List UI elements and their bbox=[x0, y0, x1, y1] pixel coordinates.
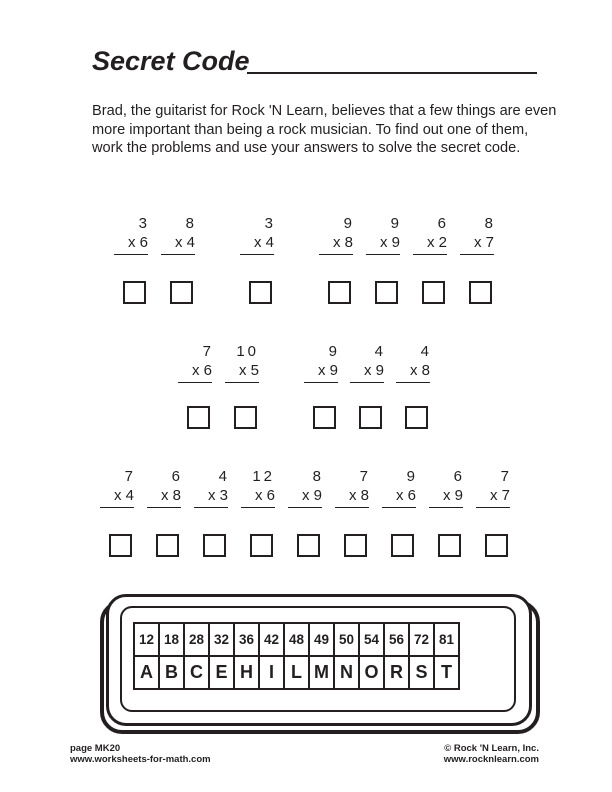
decoder-number: 42 bbox=[259, 623, 284, 656]
problem-top: 12 bbox=[252, 468, 275, 485]
problem-multiplier: x 4 bbox=[174, 234, 195, 251]
problem-rule bbox=[319, 254, 353, 255]
problem-multiplier: x 6 bbox=[127, 234, 148, 251]
answer-box[interactable] bbox=[249, 281, 272, 304]
problem bbox=[319, 214, 353, 255]
problem-multiplier: x 7 bbox=[473, 234, 494, 251]
decoder-number: 81 bbox=[434, 623, 459, 656]
decoder-letter: B bbox=[159, 656, 184, 689]
problem-multiplier: x 9 bbox=[301, 487, 322, 504]
decoder-letter: T bbox=[434, 656, 459, 689]
problem-rule bbox=[366, 254, 400, 255]
page-number: page MK20 bbox=[70, 743, 121, 754]
problem-rule bbox=[161, 254, 195, 255]
decoder-letter: L bbox=[284, 656, 309, 689]
problem bbox=[350, 342, 384, 383]
problem-rule bbox=[476, 507, 510, 508]
decoder-letter: R bbox=[384, 656, 409, 689]
problem-top: 8 bbox=[484, 215, 494, 232]
problem-rule bbox=[194, 507, 228, 508]
answer-box[interactable] bbox=[344, 534, 367, 557]
answer-box[interactable] bbox=[109, 534, 132, 557]
problem bbox=[382, 467, 416, 508]
answer-box[interactable] bbox=[203, 534, 226, 557]
intro-text: Brad, the guitarist for Rock 'N Learn, believes that a few things are even more important than being a rock musician. To find out one of them, work the problems and use your answers to solve the secret code. bbox=[92, 103, 557, 156]
answer-box[interactable] bbox=[328, 281, 351, 304]
problem-multiplier: x 6 bbox=[395, 487, 416, 504]
problem-rule bbox=[147, 507, 181, 508]
problem-multiplier: x 6 bbox=[254, 487, 275, 504]
problem-rule bbox=[335, 507, 369, 508]
answer-box[interactable] bbox=[438, 534, 461, 557]
problem-rule bbox=[288, 507, 322, 508]
problem bbox=[114, 214, 148, 255]
problem-top: 9 bbox=[328, 343, 338, 360]
problem-rule bbox=[100, 507, 134, 508]
decoder-letter: H bbox=[234, 656, 259, 689]
problem bbox=[304, 342, 338, 383]
problem-multiplier: x 5 bbox=[238, 362, 259, 379]
answer-box[interactable] bbox=[359, 406, 382, 429]
problem bbox=[288, 467, 322, 508]
decoder-letter: A bbox=[134, 656, 159, 689]
problem-top: 7 bbox=[500, 468, 510, 485]
problem-multiplier: x 8 bbox=[348, 487, 369, 504]
footer-left bbox=[70, 743, 211, 765]
problem-top: 9 bbox=[406, 468, 416, 485]
problem-multiplier: x 2 bbox=[426, 234, 447, 251]
problem-multiplier: x 9 bbox=[363, 362, 384, 379]
decoder-letter: C bbox=[184, 656, 209, 689]
answer-box[interactable] bbox=[170, 281, 193, 304]
problem bbox=[147, 467, 181, 508]
problem-top: 6 bbox=[437, 215, 447, 232]
problem-rule bbox=[225, 382, 259, 383]
problem-top: 9 bbox=[343, 215, 353, 232]
decoder-letter: E bbox=[209, 656, 234, 689]
problem-top: 6 bbox=[453, 468, 463, 485]
problem-multiplier: x 8 bbox=[160, 487, 181, 504]
problem-multiplier: x 3 bbox=[207, 487, 228, 504]
decoder-key-table bbox=[133, 622, 460, 690]
decoder-number: 48 bbox=[284, 623, 309, 656]
problem-top: 8 bbox=[185, 215, 195, 232]
problem-top: 6 bbox=[171, 468, 181, 485]
problem-top: 7 bbox=[202, 343, 212, 360]
name-line[interactable] bbox=[247, 72, 537, 74]
answer-box[interactable] bbox=[375, 281, 398, 304]
problem-top: 7 bbox=[124, 468, 134, 485]
answer-box[interactable] bbox=[405, 406, 428, 429]
answer-box[interactable] bbox=[391, 534, 414, 557]
answer-box[interactable] bbox=[469, 281, 492, 304]
decoder-number: 56 bbox=[384, 623, 409, 656]
footer-website-link[interactable]: www.worksheets-for-math.com bbox=[70, 754, 211, 765]
problem-top: 7 bbox=[359, 468, 369, 485]
problem bbox=[413, 214, 447, 255]
problem-rule bbox=[304, 382, 338, 383]
problem bbox=[366, 214, 400, 255]
decoder-numbers-row bbox=[134, 623, 459, 656]
decoder-number: 72 bbox=[409, 623, 434, 656]
decoder-letter: I bbox=[259, 656, 284, 689]
problem-rule bbox=[413, 254, 447, 255]
decoder-number: 54 bbox=[359, 623, 384, 656]
problem-rule bbox=[114, 254, 148, 255]
decoder-letters-row bbox=[134, 656, 459, 689]
problem bbox=[194, 467, 228, 508]
problem-multiplier: x 9 bbox=[317, 362, 338, 379]
footer-right bbox=[444, 743, 539, 765]
answer-box[interactable] bbox=[297, 534, 320, 557]
answer-box[interactable] bbox=[123, 281, 146, 304]
answer-box[interactable] bbox=[485, 534, 508, 557]
problem-top: 4 bbox=[420, 343, 430, 360]
problem-top: 9 bbox=[390, 215, 400, 232]
problem bbox=[429, 467, 463, 508]
problem-multiplier: x 8 bbox=[332, 234, 353, 251]
problem-rule bbox=[350, 382, 384, 383]
decoder-number: 50 bbox=[334, 623, 359, 656]
problem-multiplier: x 6 bbox=[191, 362, 212, 379]
problem-multiplier: x 4 bbox=[253, 234, 274, 251]
problem-rule bbox=[460, 254, 494, 255]
decoder-number: 36 bbox=[234, 623, 259, 656]
problem-rule bbox=[396, 382, 430, 383]
problem bbox=[225, 342, 259, 383]
decoder-letter: M bbox=[309, 656, 334, 689]
problem bbox=[396, 342, 430, 383]
problem-rule bbox=[382, 507, 416, 508]
answer-box[interactable] bbox=[422, 281, 445, 304]
decoder-number: 28 bbox=[184, 623, 209, 656]
problem bbox=[178, 342, 212, 383]
answer-box[interactable] bbox=[234, 406, 257, 429]
problem bbox=[476, 467, 510, 508]
footer-publisher-link[interactable]: www.rocknlearn.com bbox=[443, 754, 539, 765]
problem-top: 3 bbox=[138, 215, 148, 232]
copyright: © Rock 'N Learn, Inc. bbox=[444, 743, 539, 754]
decoder-number: 18 bbox=[159, 623, 184, 656]
worksheet-title: Secret Code bbox=[92, 46, 250, 76]
decoder-number: 32 bbox=[209, 623, 234, 656]
problem-multiplier: x 8 bbox=[409, 362, 430, 379]
problem-top: 4 bbox=[374, 343, 384, 360]
problem-top: 10 bbox=[236, 343, 259, 360]
answer-box[interactable] bbox=[156, 534, 179, 557]
problem bbox=[241, 467, 275, 508]
decoder-number: 49 bbox=[309, 623, 334, 656]
decoder-letter: N bbox=[334, 656, 359, 689]
problem-top: 3 bbox=[264, 215, 274, 232]
problem bbox=[100, 467, 134, 508]
decoder-letter: S bbox=[409, 656, 434, 689]
problem bbox=[460, 214, 494, 255]
answer-box[interactable] bbox=[313, 406, 336, 429]
decoder-letter: O bbox=[359, 656, 384, 689]
problem-top: 4 bbox=[218, 468, 228, 485]
answer-box[interactable] bbox=[250, 534, 273, 557]
problem bbox=[335, 467, 369, 508]
problem-multiplier: x 9 bbox=[442, 487, 463, 504]
problem-rule bbox=[240, 254, 274, 255]
problem-rule bbox=[429, 507, 463, 508]
problem-rule bbox=[241, 507, 275, 508]
decoder-number: 12 bbox=[134, 623, 159, 656]
problem-multiplier: x 4 bbox=[113, 487, 134, 504]
problem bbox=[240, 214, 274, 255]
answer-box[interactable] bbox=[187, 406, 210, 429]
problem-top: 8 bbox=[312, 468, 322, 485]
problem-multiplier: x 9 bbox=[379, 234, 400, 251]
problem-rule bbox=[178, 382, 212, 383]
problem-multiplier: x 7 bbox=[489, 487, 510, 504]
problem bbox=[161, 214, 195, 255]
